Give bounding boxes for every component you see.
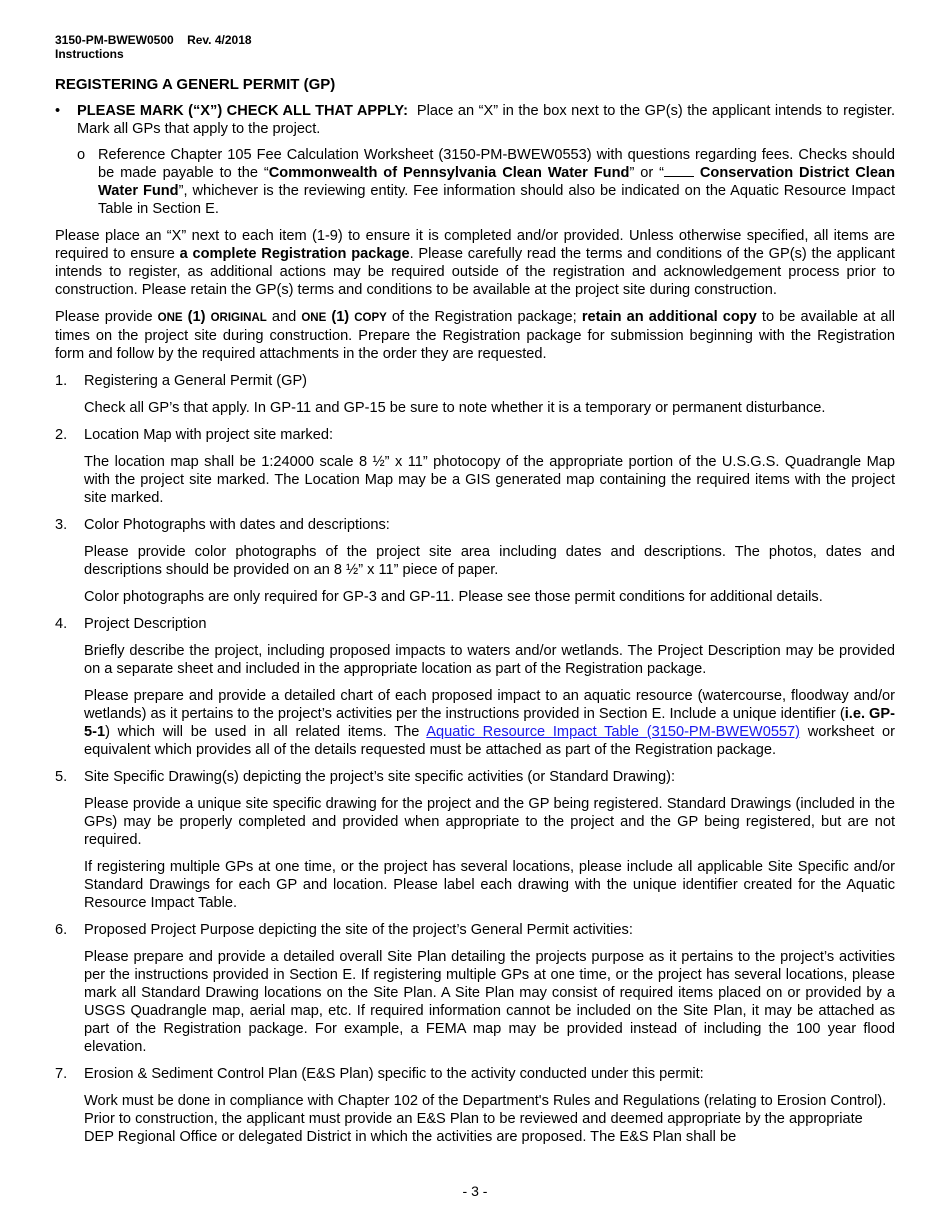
instructions-paragraph-1	[55, 227, 895, 299]
item-3	[55, 516, 895, 534]
item-4-p2-text-2: ) which will be used in all related items. The	[105, 724, 427, 740]
item-6-paragraph: Please prepare and provide a detailed overall Site Plan detailing the projects purpose as it pertains to the project’s activities per the instructions provided in Section E. If registering multiple GPs at one time, or the project has several locations, please mark all Standard Drawing locations on the Site Plan. A Site Plan may consist of required items placed on or provided by a USGS Quadrangle map, aerial map, etc. If required information cannot be included on the Site Plan, it may be attached as part of the Registration package. For example, a FEMA map may be provided instead of including the 100 year flood elevation.	[84, 949, 895, 1055]
item-4-paragraph-1: Briefly describe the project, including proposed impacts to waters and/or wetlands. The Project Description may be provided on a separate sheet and included in the appropriate location as part of the Registration package.	[84, 643, 895, 677]
item-heading: Erosion & Sediment Control Plan (E&S Plan) specific to the activity conducted under this permit:	[84, 1066, 704, 1082]
item-heading: Color Photographs with dates and descriptions:	[84, 517, 390, 533]
bullet-dot-icon: •	[55, 103, 61, 119]
check-all-bullet	[55, 102, 895, 138]
bullet-text: Place an “X” in the box next to the GP(s) the applicant intends to register. Mark all GPs that apply to the project.	[77, 103, 896, 137]
para2-original: ORIGINAL	[210, 312, 267, 324]
item-heading: Location Map with project site marked:	[84, 427, 334, 443]
doc-type: Instructions	[55, 47, 124, 61]
para2-num-1: (1)	[182, 309, 211, 325]
para1-text-1: Please place an “X” next to each item (1-9) to ensure it is completed and/or provided. Unless otherwise specified, all items are required to ensure	[55, 228, 895, 262]
item-number: 2.	[55, 427, 68, 443]
fee-text-2: ” or “	[629, 165, 664, 181]
para1-bold: a complete Registration package	[179, 246, 410, 262]
para2-text-3: of the Registration package;	[386, 309, 582, 325]
form-id-line	[55, 33, 895, 47]
item-heading: Proposed Project Purpose depicting the site of the project’s General Permit activities:	[84, 922, 633, 938]
item-number: 5.	[55, 769, 68, 785]
item-5-paragraph-1: Please provide a unique site specific drawing for the project and the GP being registered. Standard Drawings (included in the GPs) may be properly completed and provided when appropriate to the project and the GP being registered, but are not required.	[84, 796, 895, 848]
para2-one-2: ONE	[301, 312, 327, 324]
para2-retain: retain an additional copy	[581, 309, 757, 325]
para2-one-1: ONE	[157, 312, 183, 324]
item-4	[55, 615, 895, 633]
fee-text-3: ”, whichever is the reviewing entity. Fee information should also be indicated on the Aquatic Resource Impact Table in Section E.	[98, 183, 895, 217]
item-heading: Site Specific Drawing(s) depicting the project’s site specific activities (or Standard Drawing):	[84, 769, 676, 785]
item-4-p2-text-1: Please prepare and provide a detailed chart of each proposed impact to an aquatic resource (watercourse, floodway and/or wetlands) as it pertains to the project’s activities per the instructions provided in Section E. Include a unique identifier (	[84, 688, 895, 722]
item-1	[55, 372, 895, 390]
document-page	[55, 33, 895, 1146]
item-3-paragraph-2: Color photographs are only required for GP-3 and GP-11. Please see those permit conditions for additional details.	[84, 589, 823, 605]
fee-payee-district: Conservation District Clean Water Fund	[98, 165, 895, 199]
item-4-identifier-example: i.e. GP-5-1	[84, 706, 896, 740]
item-4-p2-text-3: worksheet or equivalent which provides all of the details requested must be attached as part of the Registration package.	[84, 724, 895, 758]
para2-text-4: to be available at all times on the project site during construction. Prepare the Registration package for submission beginning with the Registration form and follow by the required attachments in the order they are requested.	[55, 309, 895, 362]
item-4-paragraph-2	[55, 687, 895, 759]
item-2-paragraph: The location map shall be 1:24000 scale 8 ½” x 11” photocopy of the appropriate portion of the U.S.G.S. Quadrangle Map with the project site marked. The Location Map may be a GIS generated map containing the required items with the project site marked.	[84, 454, 895, 506]
item-3-paragraph-1: Please provide color photographs of the project site area including dates and descriptions. The photos, dates and descriptions should be provided on an 8 ½” x 11” piece of paper.	[84, 544, 895, 578]
form-id: 3150-PM-BWEW0500	[55, 33, 174, 47]
district-blank-line	[664, 164, 694, 177]
item-5-paragraph-2: If registering multiple GPs at one time, or the project has several locations, please include all applicable Site Specific and/or Standard Drawings for each GP and location. Please label each drawing with the unique identifier created for the Aquatic Resource Impact Table.	[84, 859, 895, 911]
para2-num-2: (1)	[326, 309, 355, 325]
fee-payee-commonwealth: Commonwealth of Pennsylvania Clean Water Fund	[268, 165, 630, 181]
page-number: - 3 -	[462, 1183, 488, 1199]
instructions-paragraph-2	[55, 308, 895, 363]
item-heading: Registering a General Permit (GP)	[84, 373, 308, 389]
bullet-lead: PLEASE MARK (“X”) CHECK ALL THAT APPLY:	[77, 103, 408, 119]
bullet-circle-icon: o	[77, 147, 86, 163]
item-number: 4.	[55, 616, 68, 632]
item-7	[55, 1065, 895, 1083]
item-number: 1.	[55, 373, 68, 389]
item-7-paragraph: Work must be done in compliance with Chapter 102 of the Department's Rules and Regulations (relating to Erosion Control). Prior to construction, the applicant must provide an E&S Plan to be reviewed and deemed appropriate by the appropriate DEP Regional Office or delegated District in which the activities are proposed. The E&S Plan shall be	[84, 1093, 887, 1145]
item-2	[55, 426, 895, 444]
para1-text-2: . Please carefully read the terms and conditions of the GP(s) the applicant intends to register, as additional actions may be required outside of the registration and acknowledgement process prior to construction. Please retain the GP(s) terms and conditions to be available at the project site during construction.	[55, 246, 895, 298]
item-number: 6.	[55, 922, 68, 938]
item-6	[55, 921, 895, 939]
item-1-paragraph: Check all GP’s that apply. In GP-11 and GP-15 be sure to note whether it is a temporary or permanent disturbance.	[84, 400, 826, 416]
item-5	[55, 768, 895, 786]
impact-table-link[interactable]: Aquatic Resource Impact Table (3150-PM-BWEW0557)	[426, 724, 801, 740]
para2-and: and	[266, 309, 302, 325]
revision: Rev. 4/2018	[187, 33, 252, 47]
document-header	[55, 33, 895, 61]
item-heading: Project Description	[84, 616, 207, 632]
para2-copy: COPY	[354, 312, 387, 324]
fee-text-1: Reference Chapter 105 Fee Calculation Worksheet (3150-PM-BWEW0553) with questions regarding fees. Checks should be made payable to the “	[98, 147, 895, 181]
para2-text-1: Please provide	[55, 309, 158, 325]
item-number: 3.	[55, 517, 68, 533]
item-number: 7.	[55, 1066, 68, 1082]
section-title: REGISTERING A GENERL PERMIT (GP)	[55, 76, 336, 93]
fee-sub-bullet	[55, 146, 895, 218]
